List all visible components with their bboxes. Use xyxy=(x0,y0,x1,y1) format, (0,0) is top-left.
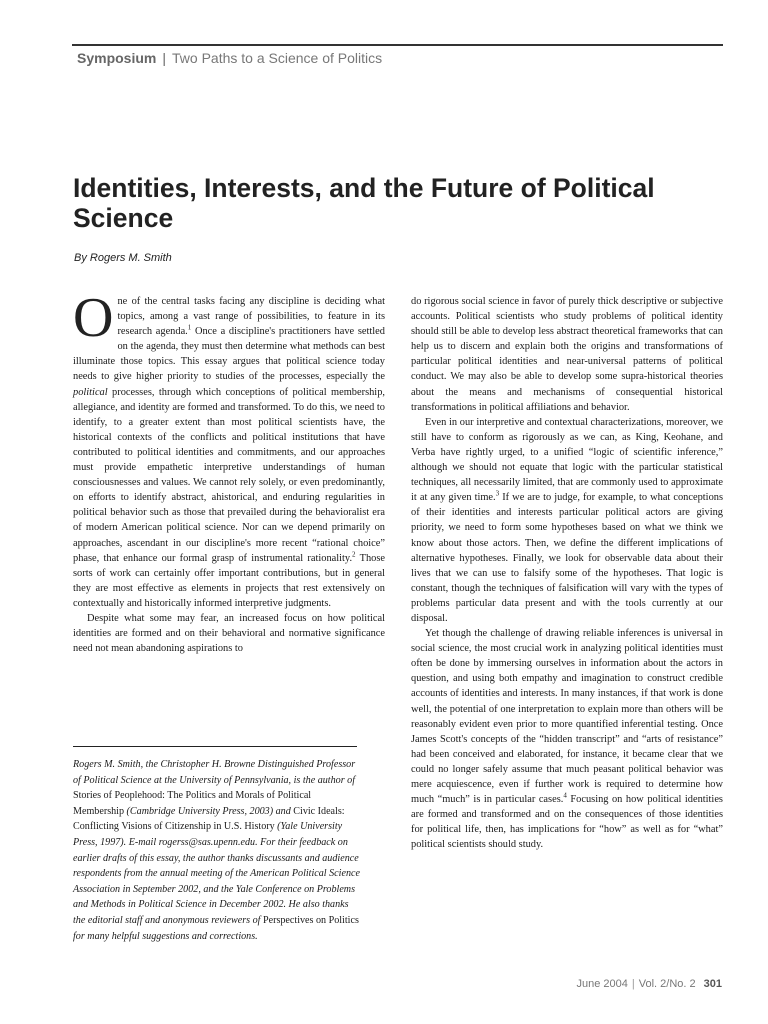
footnote-ref: 3 xyxy=(495,489,500,498)
drop-cap: O xyxy=(73,287,114,349)
text-run: processes, through which conceptions of political membership, allegiance, and identity are formed and transformed. To do this, we need to identify, to a greater extent than most political scientists have, the historical contexts of the conflicts and political institutions that have contributed to political identities and commitments, and our approaches must provide empathetic interpretive understandings of human consciousnesses and values. We cannot rely solely, or even predominantly, on efforts to identify abstract, ahistorical, and enduring regularities in political behavior such as those that prevailed during the behavioralist era of modern American political science. Nor can we depend primarily on approaches, ascendant in our discipline's more recent “rational choice” phase, that enhance our formal grasp of instrumental rationality. xyxy=(73,386,385,564)
text-run: (Yale University Press, 1997). E-mail rogerss@sas.upenn.edu. For their feedback on earlier drafts of this essay, the author thanks discussants and audience respondents from the annual meeting of the American Political Science Association in September 2002, and the Yale Conference on Problems and Methods in Political Science in December 2002. He also thanks the editorial staff and anonymous reviewers of xyxy=(73,821,360,926)
symposium-title: Two Paths to a Science of Politics xyxy=(172,50,383,66)
right-column xyxy=(411,294,723,852)
article-title: Identities, Interests, and the Future of Political Science xyxy=(73,173,655,233)
text-run: Once a discipline's practitioners have settled on the agenda, they must then determine what methods can best illuminate those topics. This essay argues that political science today needs to give higher priority to studies of the processes, especially the xyxy=(73,326,385,383)
header-rule xyxy=(72,44,723,46)
text-run: ne of the central tasks facing any discipline is deciding what topics, among a vast range of possibilities, to feature in its research agenda. xyxy=(117,296,385,338)
left-column xyxy=(73,287,385,656)
text-run: for many helpful suggestions and corrections. xyxy=(73,930,258,942)
footer-separator: | xyxy=(631,978,635,990)
volume-issue: Vol. 2/No. 2 xyxy=(638,978,696,990)
page-number: 301 xyxy=(703,978,722,990)
footnote-ref: 1 xyxy=(187,323,192,332)
running-head xyxy=(77,50,382,66)
text-run: Focusing on how political identities are formed and transformed and on the consequences of those identities for political life, then, has implications for “how” as well as for “what” political scientists should study. xyxy=(411,794,723,851)
footnote-ref: 2 xyxy=(352,550,356,559)
text-run: Those sorts of work can certainly offer important contributions, but in general they are most effective as elements in projects that rest extensively on contextually and historically informed interpretive judgments. xyxy=(73,552,385,609)
text-run: (Cambridge University Press, 2003) and xyxy=(124,805,294,817)
section-label: Symposium xyxy=(77,50,157,66)
running-head-separator: | xyxy=(162,50,166,66)
emphasis: political xyxy=(73,386,108,398)
text-run: Yet though the challenge of drawing reliable inferences is universal in social science, the most crucial work in analyzing political identities must often be done by immersing ourselves in information about the actors in question, and using both empathy and imagination to construct credible accounts of identities and interests. In many instances, if that work is done well, the potential of one interpretation to explain more than others will be reasonably evident even prior to more quantified inferential testing. Once James Scott's concepts of the “hidden transcript” and “arts of resistance” had been conceived and elaborated, for instance, it became clear that we could no longer safely assume that much peasant political behavior was mere acquiescence, even if further work is required to determine how much “much” is in particular cases. xyxy=(411,628,723,806)
text-run: Rogers M. Smith, the Christopher H. Browne Distinguished Professor of Political Science at the University of Pennsylvania, is the author of xyxy=(73,759,356,786)
issue-date: June 2004 xyxy=(576,978,628,990)
journal-title: Perspectives on Politics xyxy=(263,914,359,926)
byline: By Rogers M. Smith xyxy=(74,252,172,264)
book-title: Stories of Peoplehood: The Politics and Morals of Political Membership xyxy=(73,790,312,817)
paragraph xyxy=(411,415,723,626)
author-note xyxy=(73,757,363,944)
footnote-rule xyxy=(73,746,357,747)
paragraph xyxy=(73,287,385,611)
page-footer xyxy=(577,978,722,990)
paragraph: do rigorous social science in favor of purely thick descriptive or subjective accounts. Political scientists who study problems of political identity should still be able to develop less abstract theoretical frameworks that can help us to discern and explain both the origins and transformations of particular political identities and near-universal patterns of political conduct. We may also be able to develop some supra-historical theories about the means and mechanisms of consequential historical transformations in political affiliations and behavior. xyxy=(411,296,723,413)
paragraph xyxy=(411,626,723,852)
text-run: If we are to judge, for example, to what conceptions of their identities and interests particular political actors are giving priority, we need to form some hypotheses based on what we think we know about those actors. Then, we define the different implications of alternative hypotheses. Finally, we look for observable data about their lives that we can use to falsify some of the hypotheses. That logic is constant, though the techniques of falsification will vary with the types of problems particular data present and with the tools currently at our disposal. xyxy=(411,492,723,624)
footnote-ref: 4 xyxy=(563,791,567,800)
text-run: Even in our interpretive and contextual characterizations, moreover, we still have to conform as rigorously as we can, as King, Keohane, and Verba have rightly urged, to a unified “logic of scientific inference,” although we should not equate that logic with the particular statistical techniques, all necessarily limited, that are commonly used to approximate it at any given time. xyxy=(411,416,723,504)
book-title: Civic Ideals: Conflicting Visions of Citizenship in U.S. History xyxy=(73,805,345,833)
paragraph: Despite what some may fear, an increased focus on how political identities are formed and on their behavioral and normative significance need not mean abandoning aspirations to xyxy=(73,612,385,655)
